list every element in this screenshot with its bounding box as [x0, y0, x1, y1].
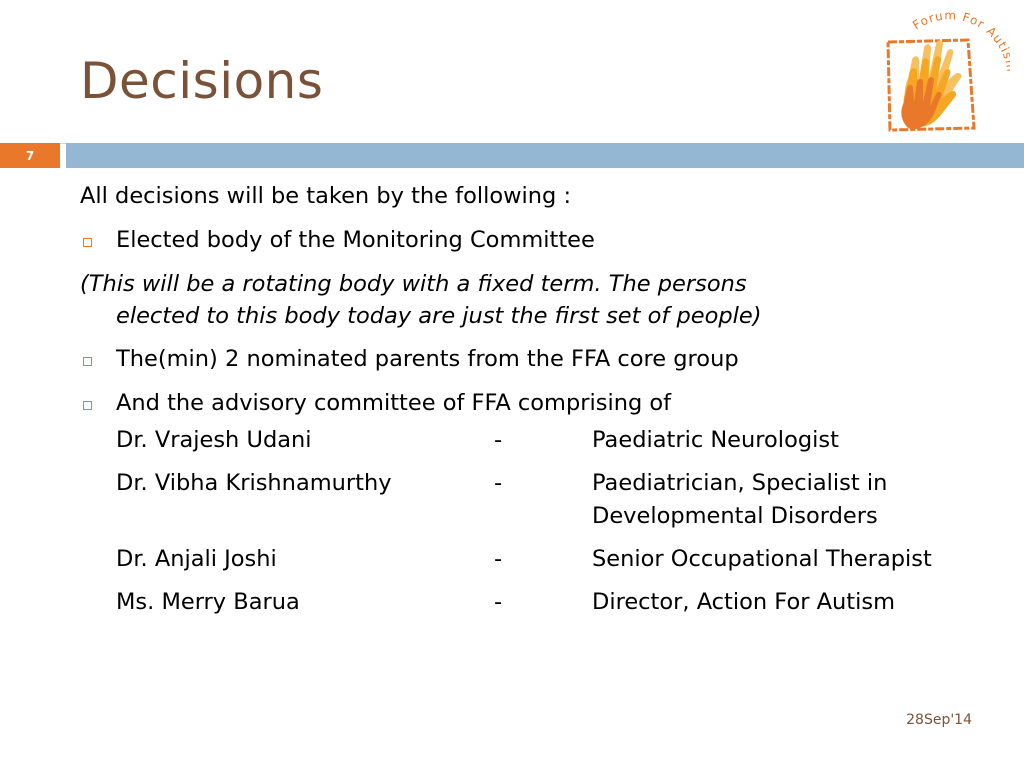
separator-dash: - — [494, 470, 503, 496]
advisor-role: Senior Occupational Therapist — [592, 546, 932, 572]
advisor-role: Paediatric Neurologist — [592, 427, 839, 453]
bullet-text: Elected body of the Monitoring Committee — [116, 227, 595, 253]
advisor-name: Ms. Merry Barua — [116, 589, 300, 615]
bullet-text: And the advisory committee of FFA comprising of — [116, 390, 672, 416]
separator-dash: - — [494, 427, 503, 453]
note-line-1: (This will be a rotating body with a fixed term. The persons — [80, 271, 747, 297]
bullet-item — [80, 343, 1000, 376]
bullet-item — [80, 387, 1000, 420]
slide-body — [80, 180, 1000, 629]
separator-dash: - — [494, 589, 503, 615]
advisor-name: Dr. Anjali Joshi — [116, 546, 277, 572]
bullet-text: The(min) 2 nominated parents from the FFA core group — [116, 346, 739, 372]
header-bar — [66, 143, 1024, 168]
logo-text: Forum For Aut — [910, 12, 1010, 52]
advisory-row — [116, 467, 1000, 533]
square-bullet-icon — [83, 357, 92, 366]
advisory-list — [80, 424, 1000, 619]
note-line-2: elected to this body today are just the first set of people) — [116, 303, 762, 329]
advisory-row — [116, 586, 1000, 619]
separator-dash: - — [494, 546, 503, 572]
advisory-row — [116, 543, 1000, 576]
advisory-row — [116, 424, 1000, 457]
intro-text: All decisions will be taken by the following : — [80, 183, 572, 209]
slide-date: 28Sep'14 — [906, 712, 972, 728]
advisor-name: Dr. Vrajesh Udani — [116, 427, 312, 453]
square-bullet-icon — [83, 401, 92, 410]
bullet-item — [80, 224, 1000, 257]
forum-for-autism-logo — [878, 12, 1010, 137]
slide-title: Decisions — [80, 52, 324, 110]
advisor-role: Director, Action For Autism — [592, 589, 895, 615]
slide-number: 7 — [0, 143, 60, 168]
note-text — [80, 268, 1000, 332]
advisor-role: Paediatrician, Specialist in Developmental Disorders — [592, 470, 888, 529]
square-bullet-icon — [83, 238, 92, 247]
advisor-name: Dr. Vibha Krishnamurthy — [116, 470, 392, 496]
